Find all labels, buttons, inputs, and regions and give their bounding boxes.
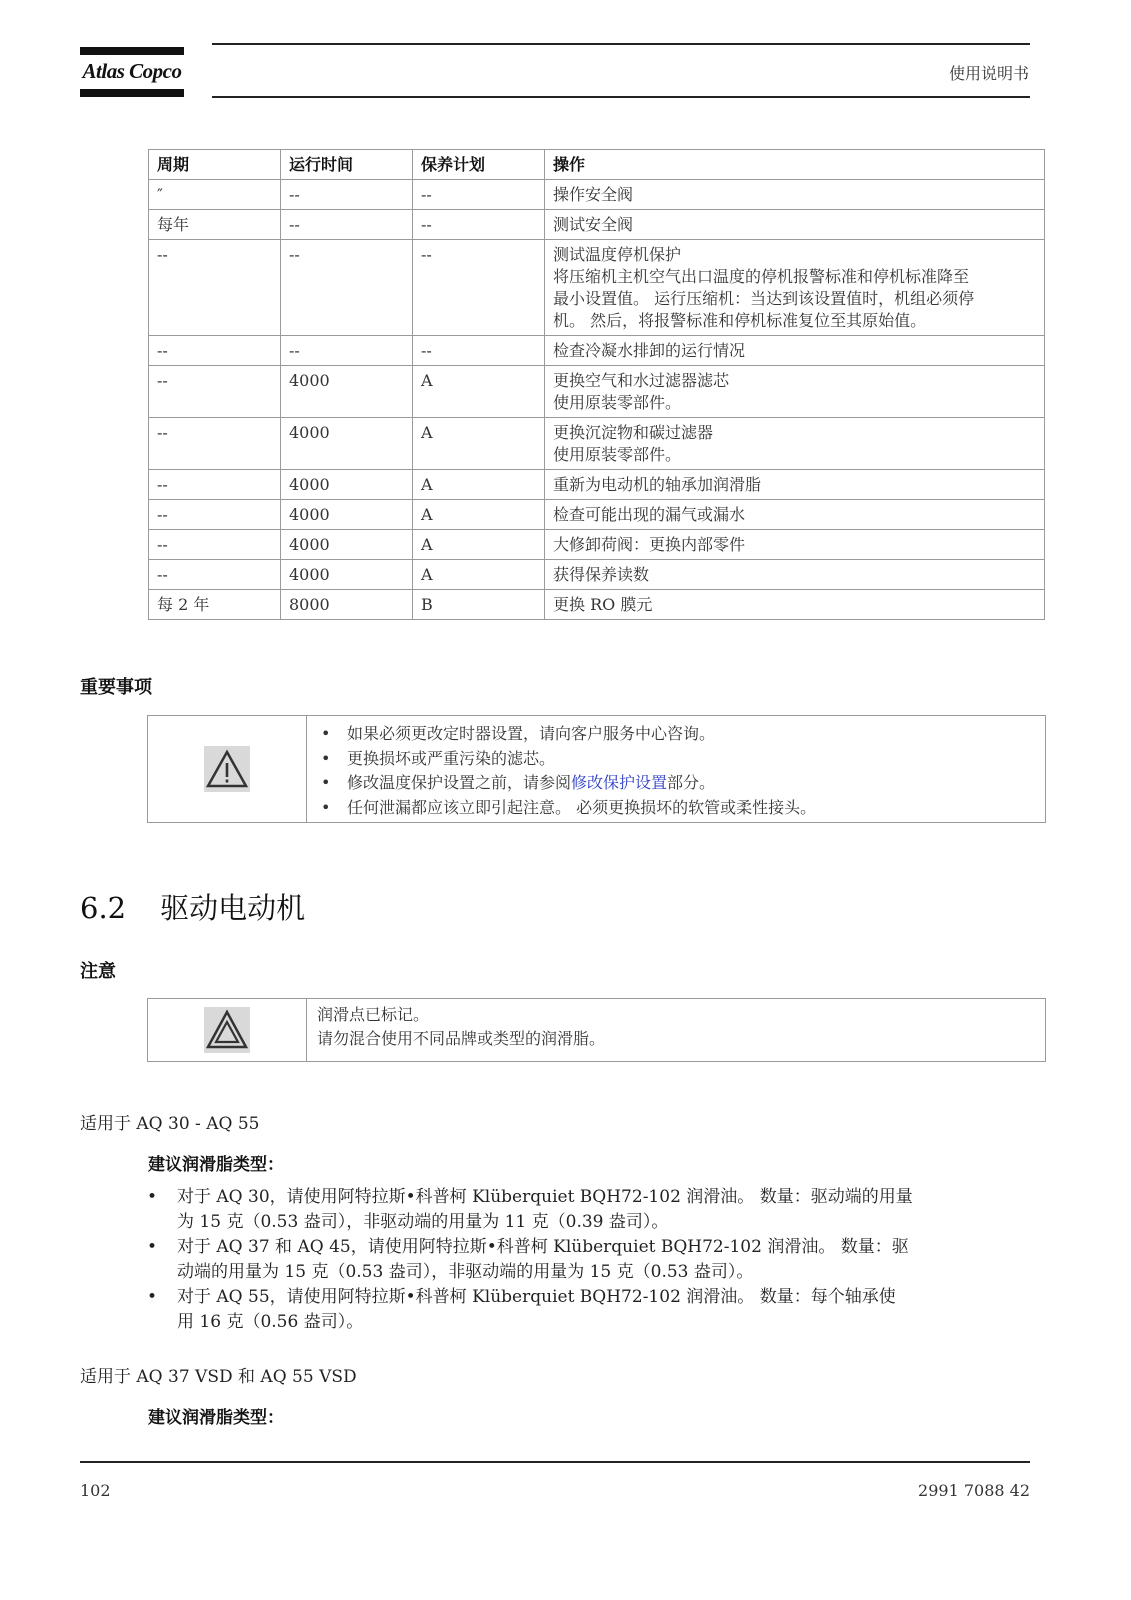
col-header-plan: 保养计划 (413, 150, 545, 180)
action-line: 测试安全阀 (553, 215, 634, 234)
footer-rule (80, 1461, 1030, 1463)
logo-top-bar (80, 47, 184, 55)
period-cell: -- (149, 530, 281, 560)
action-cell (545, 180, 1045, 210)
warning-icon (204, 746, 250, 792)
period-cell: -- (149, 366, 281, 418)
period-cell: -- (149, 560, 281, 590)
plan-cell: A (413, 530, 545, 560)
action-line: 将压缩机主机空气出口温度的停机报警标准和停机标准降至 (553, 267, 970, 286)
note-heading: 注意 (80, 961, 116, 982)
table-row (149, 530, 1045, 560)
important-icon-cell (148, 716, 307, 822)
runtime-cell: 4000 (281, 500, 413, 530)
caution-icon (204, 1007, 250, 1053)
section-number: 6.2 (80, 891, 127, 925)
important-item: • 修改温度保护设置之前，请参阅修改保护设置部分。 (321, 773, 716, 792)
important-item: • 如果必须更改定时器设置，请向客户服务中心咨询。 (321, 724, 716, 743)
note-text (307, 999, 605, 1061)
runtime-cell: 4000 (281, 530, 413, 560)
plan-cell: A (413, 418, 545, 470)
action-line: 大修卸荷阀：更换内部零件 (553, 535, 746, 554)
action-line: 重新为电动机的轴承加润滑脂 (553, 475, 762, 494)
table-row (149, 500, 1045, 530)
action-cell (545, 500, 1045, 530)
plan-cell: -- (413, 336, 545, 366)
runtime-cell: 4000 (281, 366, 413, 418)
grease-item: • 对于 AQ 30，请使用阿特拉斯•科普柯 Klüberquiet BQH72-102 润滑油。 数量：驱动端的用量 为 15 克（0.53 盎司），非驱动端的用量为 11 克（0.39 盎司）。 (147, 1187, 913, 1232)
table-row (149, 336, 1045, 366)
table-row (149, 590, 1045, 620)
action-line: 使用原装零部件。 (553, 393, 682, 412)
action-line: 机。 然后，将报警标准和停机标准复位至其原始值。 (553, 311, 927, 330)
plan-cell: A (413, 560, 545, 590)
runtime-cell: -- (281, 336, 413, 366)
document-number: 2991 7088 42 (918, 1481, 1030, 1500)
plan-cell: -- (413, 240, 545, 336)
action-cell (545, 590, 1045, 620)
action-line: 操作安全阀 (553, 185, 634, 204)
action-line: 检查冷凝水排卸的运行情况 (553, 341, 746, 360)
page-number: 102 (80, 1481, 111, 1500)
runtime-cell: -- (281, 210, 413, 240)
runtime-cell: 4000 (281, 418, 413, 470)
important-list (307, 716, 816, 822)
action-line: 最小设置值。 运行压缩机：当达到该设置值时，机组必须停 (553, 289, 975, 308)
aq30-subheading: 建议润滑脂类型： (148, 1155, 284, 1175)
action-cell (545, 210, 1045, 240)
runtime-cell: -- (281, 180, 413, 210)
col-header-runtime: 运行时间 (281, 150, 413, 180)
action-cell (545, 530, 1045, 560)
document-title: 使用说明书 (948, 64, 1029, 83)
plan-cell: A (413, 366, 545, 418)
action-line: 获得保养读数 (553, 565, 650, 584)
action-cell (545, 240, 1045, 336)
plan-cell: -- (413, 210, 545, 240)
action-line: 更换沉淀物和碳过滤器 (553, 423, 714, 442)
table-row (149, 366, 1045, 418)
table-row (149, 180, 1045, 210)
action-line: 检查可能出现的漏气或漏水 (553, 505, 746, 524)
period-cell: -- (149, 418, 281, 470)
note-icon-cell (148, 999, 307, 1061)
table-row (149, 240, 1045, 336)
runtime-cell: 4000 (281, 470, 413, 500)
period-cell: 每 2 年 (149, 590, 281, 620)
important-notice-box (147, 715, 1046, 823)
plan-cell: A (413, 500, 545, 530)
runtime-cell: 4000 (281, 560, 413, 590)
important-item: • 更换损坏或严重污染的滤芯。 (321, 748, 556, 768)
action-line: 使用原装零部件。 (553, 445, 682, 464)
table-header-row (149, 150, 1045, 180)
maintenance-table (148, 149, 1045, 620)
grease-item: • 对于 AQ 37 和 AQ 45，请使用阿特拉斯•科普柯 Klüberquiet BQH72-102 润滑油。 数量：驱 动端的用量为 15 克（0.53 盎司），非驱动端的用量为 15 克（0.53 盎司）。 (147, 1237, 909, 1282)
period-cell: ″ (149, 180, 281, 210)
atlas-copco-logo (80, 47, 184, 99)
header-bottom-rule (212, 96, 1030, 98)
period-cell: 每年 (149, 210, 281, 240)
section-title: 驱动电动机 (160, 891, 306, 925)
aq30-grease-list (147, 1185, 1037, 1335)
period-cell: -- (149, 500, 281, 530)
plan-cell: A (413, 470, 545, 500)
header-top-rule (212, 43, 1030, 45)
plan-cell: B (413, 590, 545, 620)
section-heading (80, 886, 305, 927)
action-line: 更换空气和水过滤器滤芯 (553, 371, 730, 390)
aq37vsd-subheading: 建议润滑脂类型： (148, 1408, 284, 1428)
logo-bottom-bar (80, 89, 184, 97)
action-line: 更换 RO 膜元 (553, 595, 653, 614)
plan-cell: -- (413, 180, 545, 210)
grease-item: • 对于 AQ 55，请使用阿特拉斯•科普柯 Klüberquiet BQH72-102 润滑油。 数量：每个轴承使 用 16 克（0.56 盎司）。 (147, 1287, 896, 1332)
period-cell: -- (149, 336, 281, 366)
action-line: 测试温度停机保护 (553, 245, 682, 264)
action-cell (545, 336, 1045, 366)
runtime-cell: 8000 (281, 590, 413, 620)
note-line: 润滑点已标记。 (317, 1005, 430, 1024)
action-cell (545, 418, 1045, 470)
table-row (149, 210, 1045, 240)
action-cell (545, 560, 1045, 590)
aq37vsd-heading: 适用于 AQ 37 VSD 和 AQ 55 VSD (80, 1367, 357, 1387)
action-cell (545, 366, 1045, 418)
period-cell: -- (149, 240, 281, 336)
table-row (149, 470, 1045, 500)
important-heading: 重要事项 (80, 677, 152, 698)
table-row (149, 418, 1045, 470)
action-cell (545, 470, 1045, 500)
runtime-cell: -- (281, 240, 413, 336)
note-line: 请勿混合使用不同品牌或类型的润滑脂。 (317, 1029, 606, 1048)
important-item: • 任何泄漏都应该立即引起注意。 必须更换损坏的软管或柔性接头。 (321, 797, 817, 817)
col-header-period: 周期 (149, 150, 281, 180)
col-header-action: 操作 (545, 150, 1045, 180)
table-row (149, 560, 1045, 590)
aq30-heading: 适用于 AQ 30 - AQ 55 (80, 1114, 260, 1134)
note-box (147, 998, 1046, 1062)
logo-text: Atlas Copco (82, 59, 182, 83)
protection-settings-link[interactable]: 修改保护设置 (571, 773, 668, 792)
period-cell: -- (149, 470, 281, 500)
